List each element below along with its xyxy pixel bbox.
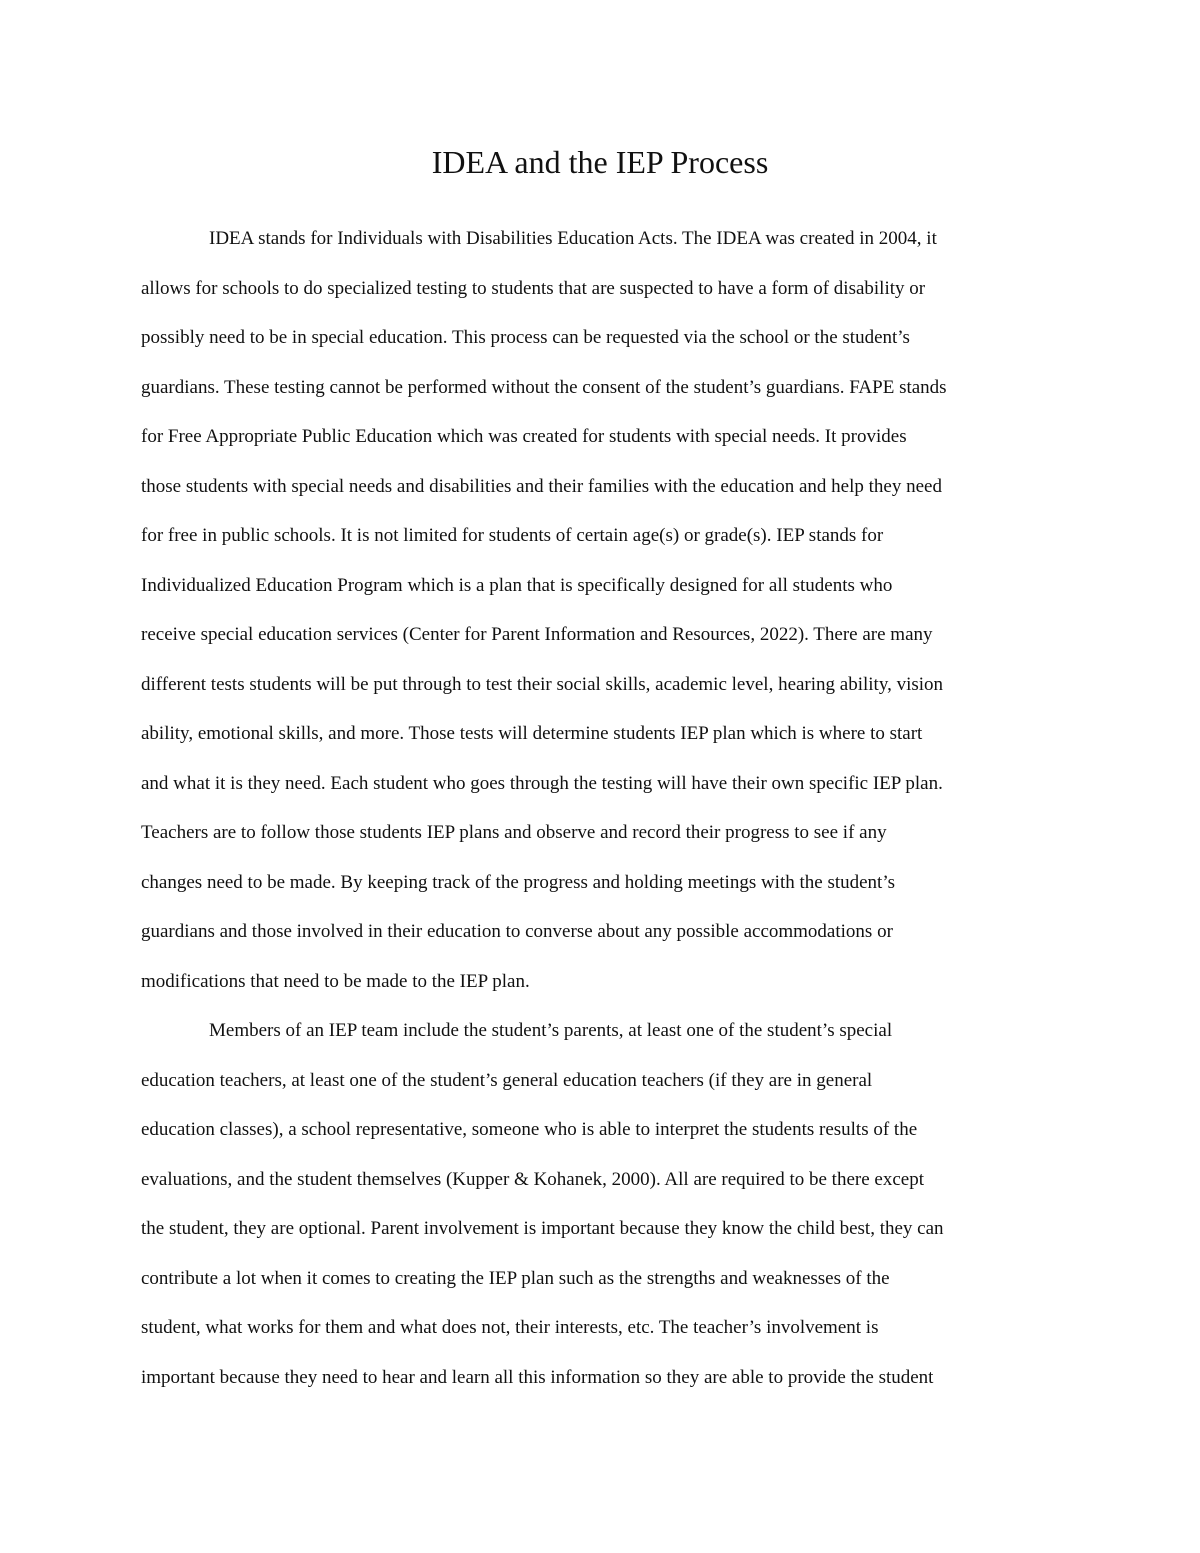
paragraph-2-line-4: evaluations, and the student themselves (Kupper & Kohanek, 2000). All are required to be there except (141, 1168, 924, 1190)
paragraph-1-line-11: ability, emotional skills, and more. Those tests will determine students IEP plan which is where to start (141, 723, 923, 744)
paragraph-2-line-7: student, what works for them and what does not, their interests, etc. The teacher’s involvement is (141, 1317, 879, 1338)
paragraph-2-line-1: Members of an IEP team include the student’s parents, at least one of the student’s special (209, 1020, 893, 1041)
paragraph-2-line-6: contribute a lot when it comes to creating the IEP plan such as the strengths and weaknesses of the (141, 1267, 890, 1289)
paragraph-2-line-2: education teachers, at least one of the student’s general education teachers (if they are in general (141, 1069, 873, 1091)
paragraph-1-line-8: Individualized Education Program which is a plan that is specifically designed for all students who (141, 574, 893, 596)
document-title: IDEA and the IEP Process (431, 144, 769, 180)
paragraph-1-line-14: changes need to be made. By keeping track of the progress and holding meetings with the student’s (141, 871, 896, 893)
paragraph-1-line-4: guardians. These testing cannot be performed without the consent of the student’s guardians. FAPE stands (141, 376, 947, 398)
paragraph-1-line-6: those students with special needs and disabilities and their families with the education and help they need (141, 475, 942, 497)
paragraph-2-line-5: the student, they are optional. Parent involvement is important because they know the child best, they can (141, 1218, 944, 1239)
paragraph-1-line-9: receive special education services (Center for Parent Information and Resources, 2022). There are many (141, 624, 933, 645)
paragraph-1-line-5: for Free Appropriate Public Education which was created for students with special needs. It provides (141, 426, 907, 447)
paragraph-2-line-3: education classes), a school representative, someone who is able to interpret the students results of the (141, 1119, 918, 1140)
paragraph-1-line-2: allows for schools to do specialized testing to students that are suspected to have a form of disability or (141, 277, 926, 299)
paragraph-1-line-1: IDEA stands for Individuals with Disabilities Education Acts. The IDEA was created in 2004, it (209, 228, 937, 249)
paragraph-1-line-13: Teachers are to follow those students IEP plans and observe and record their progress to see if any (141, 822, 887, 843)
paragraph-2-line-8: important because they need to hear and learn all this information so they are able to provide the student (141, 1366, 934, 1388)
paragraph-1-line-15: guardians and those involved in their education to converse about any possible accommodations or (141, 921, 893, 942)
paragraph-1-line-3: possibly need to be in special education. This process can be requested via the school or the student’s (141, 327, 910, 348)
paragraph-1-line-10: different tests students will be put through to test their social skills, academic level, hearing ability, vision (141, 673, 944, 695)
paragraph-1-line-16: modifications that need to be made to the IEP plan. (141, 970, 530, 992)
paragraph-1-line-12: and what it is they need. Each student who goes through the testing will have their own specific IEP plan. (141, 772, 943, 794)
document-body (141, 214, 1061, 1402)
paragraph-1-line-7: for free in public schools. It is not limited for students of certain age(s) or grade(s). IEP stands for (141, 525, 884, 546)
